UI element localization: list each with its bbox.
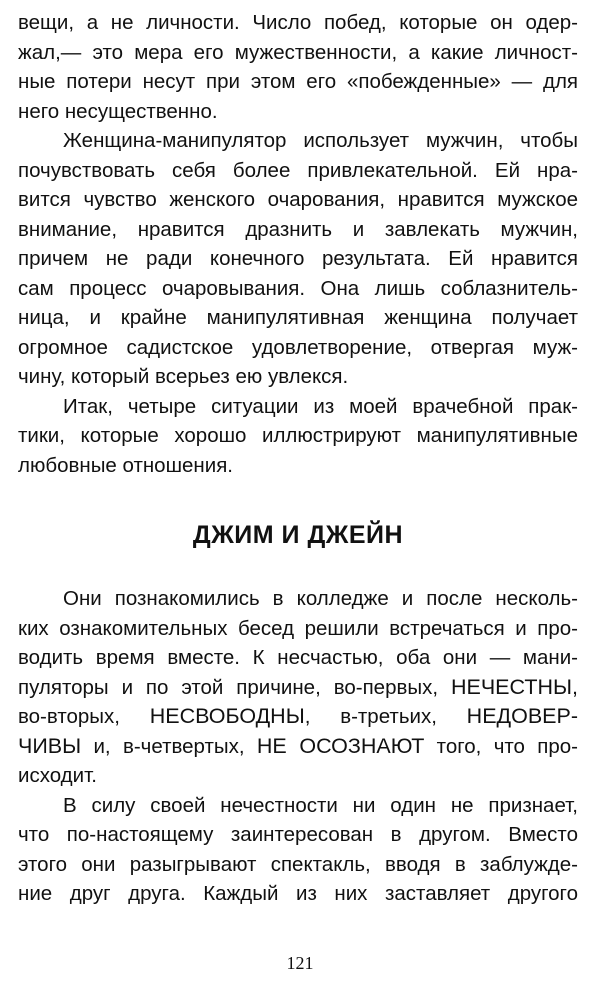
text-line: ких ознакомительных бесед решили встречаться и про- [18, 616, 578, 640]
text-line: что по-настоящему заинтересован в другом. Вместо [18, 823, 578, 846]
text-line: почувствовать себя более привлекательной. Ей нра- [18, 158, 578, 182]
text-line: тики, которые хорошо иллюстрируют манипулятивные [18, 424, 578, 447]
text-line: причем не ради конечного результата. Ей нравится [18, 247, 578, 270]
paragraph-4 [18, 584, 578, 791]
text-span: и, в-четвертых, [81, 734, 257, 758]
text-line: Итак, четыре ситуации из моей врачебной прак- [63, 394, 578, 418]
text-line: водить время вместе. К несчастью, оба они — мани- [18, 646, 578, 669]
page-number: 121 [286, 953, 314, 973]
text-line: ние друг друга. Каждый из них заставляет другого [18, 882, 578, 905]
paragraph-3 [18, 392, 578, 481]
text-line: внимание, нравится дразнить и завлекать мужчин, [18, 217, 578, 241]
text-line [18, 673, 578, 703]
page-body [18, 8, 578, 909]
text-line: огромное садистское удовлетворение, отвергая муж- [18, 335, 578, 359]
paragraph-5 [18, 791, 578, 909]
text-line: В силу своей нечестности ни один не признает, [63, 793, 578, 817]
emphasis-caps: ЧИВЫ [18, 733, 82, 758]
text-line: ные потери несут при этом его «побежденные» — для [18, 70, 578, 93]
text-line: вится чувство женского очарования, нравится мужское [18, 188, 578, 211]
text-line: исходит. [18, 764, 97, 787]
section-heading: ДЖИМ И ДЖЕЙН [192, 521, 404, 549]
text-line: чину, который всерьез ею увлекся. [18, 365, 349, 388]
text-span: , в-третьих, [304, 705, 467, 728]
paragraph-2 [18, 126, 578, 392]
emphasis-caps: НЕ ОСОЗНАЮТ [256, 733, 425, 758]
text-line: Женщина-манипулятор использует мужчин, чтобы [63, 129, 578, 152]
text-line: Они познакомились в колледже и после несколь- [63, 587, 578, 610]
text-span: пуляторы и по этой причине, во-первых, [18, 675, 451, 699]
text-line: этого они разыгрывают спектакль, вводя в заблужде- [18, 852, 578, 876]
paragraph-1 [18, 8, 578, 126]
text-line: ница, и крайне манипулятивная женщина получает [18, 306, 578, 329]
text-line [18, 732, 578, 762]
text-line: вещи, а не личности. Число побед, которые он одер- [18, 11, 578, 34]
text-line [18, 702, 578, 732]
emphasis-caps: НЕСВОБОДНЫ [149, 704, 305, 728]
text-line: жал,— это мера его мужественности, а какие личност- [18, 40, 578, 64]
emphasis-caps: НЕЧЕСТНЫ, [450, 674, 578, 699]
text-span: того, что про- [424, 734, 578, 758]
text-span: во-вторых, [18, 705, 150, 728]
text-line: любовные отношения. [18, 453, 233, 477]
emphasis-caps: НЕДОВЕР- [466, 704, 578, 728]
text-line: сам процесс очаровывания. Она лишь соблазнитель- [18, 276, 578, 300]
text-line: него несущественно. [18, 99, 218, 123]
